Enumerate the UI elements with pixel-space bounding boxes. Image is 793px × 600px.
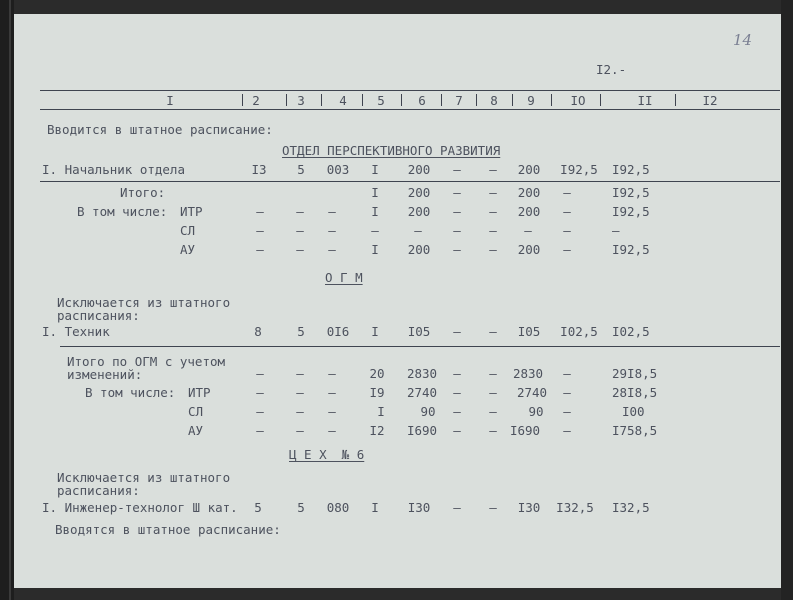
cell-col-5: I [371,500,379,515]
cell-col-7: – [453,242,461,257]
archive-number: 14 [733,31,753,49]
cell-col-9: 90 [528,404,544,419]
cell-col-6: I05 [407,324,431,339]
cell-col-3: – [296,242,304,257]
cell-col-2: – [256,204,264,219]
cell-col-4: 080 [326,500,350,515]
col-separator [362,94,363,106]
workshop-title: Ц Е Х № 6 [289,447,365,462]
cell-col-10: I02,5 [560,324,598,339]
cell-col-6: 2740 [406,385,438,400]
cell-col-11: 28I8,5 [612,385,658,400]
row-label: I. Инженер-технолог Ш кат. [42,500,238,515]
row-label-line1: Итого по ОГМ с учетом [67,354,226,369]
cell-col-3: 5 [297,324,305,339]
cell-col-2: – [256,366,264,381]
cell-col-3: – [296,204,304,219]
cell-col-5: I [371,242,379,257]
section-excluded-line2: расписания: [57,308,140,323]
department-title: ОТДЕЛ ПЕРСПЕКТИВНОГО РАЗВИТИЯ [282,143,501,158]
header-col-5: 5 [377,93,385,108]
cell-col-4: 003 [326,162,350,177]
section-excluded-line2: расписания: [57,483,140,498]
cell-col-6: 200 [407,162,431,177]
cell-col-11: I92,5 [612,185,650,200]
ogm-title: О Г М [325,270,363,285]
cell-col-11: I02,5 [612,324,650,339]
binding-spine [0,0,14,600]
cell-col-11: I92,5 [612,162,650,177]
col-separator [600,94,601,106]
cell-col-5: – [371,223,379,238]
row-label: АУ [180,242,196,257]
cell-col-7: – [453,162,461,177]
cell-col-3: – [296,423,304,438]
cell-col-3: – [296,404,304,419]
cell-col-8: – [489,162,497,177]
cell-col-7: – [453,385,461,400]
cell-col-2: 8 [254,324,262,339]
cell-col-7: – [453,366,461,381]
row-label: ИТР [188,385,211,400]
cell-col-7: – [453,423,461,438]
cell-col-5: 20 [369,366,385,381]
cell-col-5: I [371,204,379,219]
cell-col-3: – [296,366,304,381]
row-label: СЛ [180,223,196,238]
cell-col-10: – [563,204,571,219]
cell-col-3: – [296,223,304,238]
row-label: АУ [188,423,204,438]
cell-col-4: – [328,242,336,257]
cell-col-4: – [328,423,336,438]
cell-col-2: – [256,404,264,419]
cell-col-10: – [563,223,571,238]
cell-col-7: – [453,404,461,419]
cell-col-4: – [328,223,336,238]
cell-col-5: I [371,162,379,177]
cell-col-7: – [453,223,461,238]
row-rule [40,181,780,182]
section-introduced-2: Вводятся в штатное расписание: [55,522,281,537]
cell-col-11: I758,5 [612,423,658,438]
cell-col-5: I [371,185,379,200]
header-col-6: 6 [418,93,426,108]
col-separator [242,94,243,106]
cell-col-2: 5 [254,500,262,515]
row-rule [60,346,780,347]
section-introduced: Вводится в штатное расписание: [47,122,273,137]
cell-col-8: – [489,324,497,339]
section-excluded-line1: Исключается из штатного [57,295,231,310]
cell-col-7: – [453,185,461,200]
cell-col-10: I92,5 [560,162,598,177]
cell-col-6: I690 [406,423,438,438]
cell-col-8: – [489,404,497,419]
cell-col-4: – [328,366,336,381]
cell-col-7: – [453,500,461,515]
page-number: I2.- [596,62,627,77]
row-label: I. Начальник отдела [42,162,185,177]
header-col-1: I [166,93,174,108]
cell-col-6: 200 [407,185,431,200]
cell-col-9: 200 [517,242,541,257]
cell-col-10: – [563,423,571,438]
row-label-line2: изменений: [67,367,143,382]
cell-col-2: I3 [251,162,267,177]
cell-col-11: I92,5 [612,204,650,219]
cell-col-9: 200 [517,162,541,177]
header-top-rule [40,90,780,91]
cell-col-3: 5 [297,162,305,177]
cell-col-2: – [256,242,264,257]
header-col-10: IO [570,93,586,108]
cell-col-9: 200 [517,204,541,219]
cell-col-4: – [328,385,336,400]
cell-col-9: 2740 [516,385,548,400]
cell-col-8: – [489,223,497,238]
cell-col-10: – [563,242,571,257]
header-col-8: 8 [490,93,498,108]
header-col-4: 4 [339,93,347,108]
cell-col-10: – [563,404,571,419]
row-label: I. Техник [42,324,110,339]
cell-col-10: I32,5 [556,500,594,515]
cell-col-11: I92,5 [612,242,650,257]
cell-col-8: – [489,185,497,200]
cell-col-7: – [453,204,461,219]
section-excluded-line1: Исключается из штатного [57,470,231,485]
cell-col-8: – [489,242,497,257]
cell-col-9: – [524,223,532,238]
col-separator [551,94,552,106]
row-label: ИТР [180,204,203,219]
cell-col-6: I30 [407,500,431,515]
cell-col-9: I30 [517,500,541,515]
cell-col-4: – [328,204,336,219]
cell-col-8: – [489,204,497,219]
cell-col-10: – [563,385,571,400]
row-prefix: В том числе: [77,204,168,219]
cell-col-5: I9 [369,385,385,400]
col-separator [675,94,676,106]
header-col-2: 2 [252,93,260,108]
header-col-7: 7 [455,93,463,108]
cell-col-6: 90 [420,404,436,419]
row-prefix: В том числе: [85,385,176,400]
cell-col-2: – [256,423,264,438]
col-separator [286,94,287,106]
row-label: Итого: [120,185,166,200]
row-label: СЛ [188,404,204,419]
cell-col-11: – [612,223,620,238]
col-separator [401,94,402,106]
cell-col-8: – [489,385,497,400]
cell-col-8: – [489,366,497,381]
col-separator [321,94,322,106]
cell-col-9: I690 [509,423,541,438]
header-col-12: I2 [702,93,718,108]
cell-col-5: I [371,324,379,339]
cell-col-9: 2830 [512,366,544,381]
col-separator [476,94,477,106]
cell-col-4: – [328,404,336,419]
cell-col-3: – [296,385,304,400]
cell-col-6: 200 [407,242,431,257]
cell-col-4: 0I6 [326,324,350,339]
cell-col-9: 200 [517,185,541,200]
cell-col-11: 29I8,5 [612,366,658,381]
cell-col-5: I2 [369,423,385,438]
cell-col-8: – [489,423,497,438]
header-col-3: 3 [297,93,305,108]
page-edge [781,0,793,600]
col-separator [512,94,513,106]
cell-col-11: I32,5 [612,500,650,515]
cell-col-2: – [256,385,264,400]
cell-col-6: 2830 [406,366,438,381]
cell-col-5: I [377,404,385,419]
cell-col-11: I00 [622,404,645,419]
cell-col-8: – [489,500,497,515]
header-col-9: 9 [527,93,535,108]
cell-col-2: – [256,223,264,238]
col-separator [441,94,442,106]
cell-col-3: 5 [297,500,305,515]
cell-col-6: – [414,223,422,238]
cell-col-6: 200 [407,204,431,219]
header-bottom-rule [40,109,780,110]
cell-col-10: – [563,185,571,200]
header-col-11: II [637,93,653,108]
cell-col-7: – [453,324,461,339]
cell-col-9: I05 [517,324,541,339]
cell-col-10: – [563,366,571,381]
